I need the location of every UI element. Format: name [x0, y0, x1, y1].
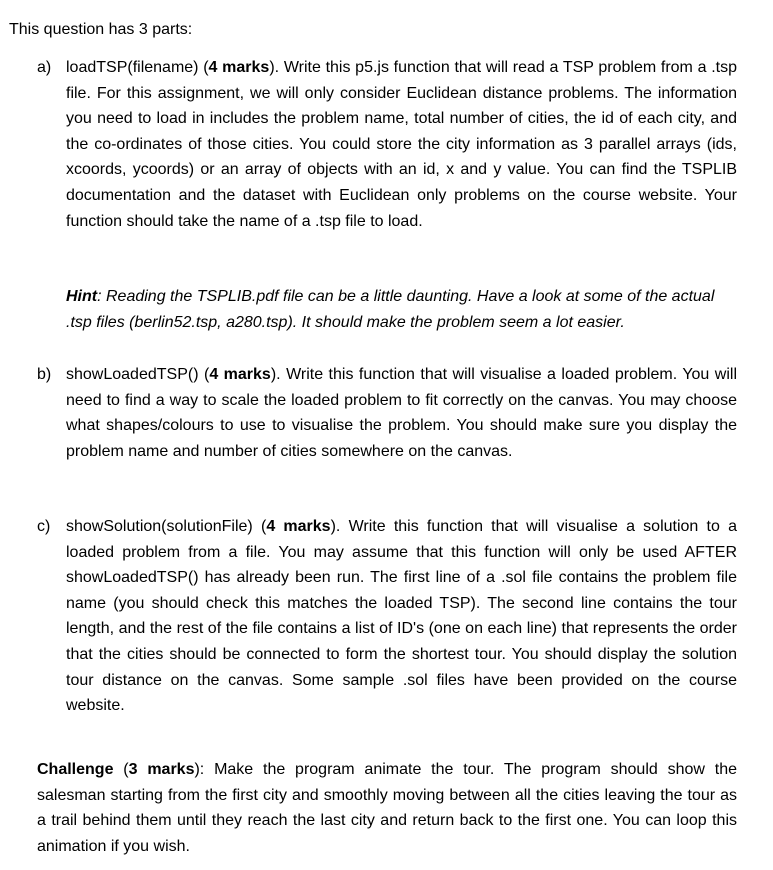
part-a-marks: 4 marks	[208, 59, 270, 76]
part-c-marks: 4 marks	[266, 518, 331, 535]
challenge-marks: 3 marks	[128, 761, 195, 778]
part-c-text: showSolution(solutionFile) (4 marks). Write this function that will visualise a solution to a loaded problem from a file. You may assume that this function will only be used AFTER showLoadedTSP() has already been run. The first line of a .sol file contains the problem file name (you should check this matches the loaded TSP). The second line contains the tour length, and the rest of the file contains a list of ID's (one on each line) that represents the order that the cities should be connected to form the shortest tour. You should display the solution tour distance on the canvas. Some sample .sol files have been provided on the course website.	[66, 518, 737, 715]
part-c-body: Write this function that will visualise a solution to a loaded problem from a file. You may assume that this function will only be used AFTER showLoadedTSP() has already been run. The first line of a .sol file contains the problem file name (you should check this matches the loaded TSP). The second line contains the tour length, and the rest of the file contains a list of ID's (one on each line) that represents the order that the cities should be connected to form the shortest tour. You should display the solution tour distance on the canvas. Some sample .sol files have been provided on the course website.	[66, 518, 737, 715]
part-b-marks: 4 marks	[209, 366, 271, 383]
part-b-body: Write this function that will visualise a loaded problem. You will need to find a way to scale the loaded problem to fit correctly on the canvas. You may choose what shapes/colours to use to visualise the problem. You should make sure you display the problem name and number of cities somewhere on the canvas.	[66, 366, 738, 460]
challenge-label: Challenge	[37, 761, 114, 778]
part-b-title: showLoadedTSP()	[66, 366, 199, 383]
part-a-title: loadTSP(filename)	[66, 59, 199, 76]
part-a-text: loadTSP(filename) (4 marks). Write this p5.js function that will read a TSP problem from a .tsp file. For this assignment, we will only consider Euclidean distance problems. The information you need to load in includes the problem name, total number of cities, the id of each city, and the co-ordinates of those cities. You could store the city information as 3 parallel arrays (ids, xcoords, ycoords) or an array of objects with an id, x and y value. You can find the TSPLIB documentation and the dataset with Euclidean only problems on the course website. Your function should take the name of a .tsp file to load.	[66, 59, 738, 230]
part-c-title: showSolution(solutionFile)	[66, 518, 253, 535]
part-a-body: Write this p5.js function that will read a TSP problem from a .tsp file. For this assignment, we will only consider Euclidean distance problems. The information you need to load in includes the problem name, total number of cities, the id of each city, and the co-ordinates of those cities. You could store the city information as 3 parallel arrays (ids, xcoords, ycoords) or an array of objects with an id, x and y value. You can find the TSPLIB documentation and the dataset with Euclidean only problems on the course website. Your function should take the name of a .tsp file to load.	[66, 59, 738, 230]
part-b-marker: b)	[37, 366, 52, 383]
question-intro: This question has 3 parts:	[9, 21, 193, 38]
hint-label: Hint	[66, 288, 98, 305]
challenge-paragraph: Challenge (3 marks): Make the program animate the tour. The program should show the salesman starting from the first city and smoothly moving between all the cities leaving the tour as a trail behind them until they reach the last city and return back to the first one. You can loop this animation if you wish.	[37, 761, 738, 855]
challenge-text: Make the program animate the tour. The program should show the salesman starting from the first city and smoothly moving between all the cities leaving the tour as a trail behind them until they reach the last city and return back to the first one. You can loop this animation if you wish.	[37, 761, 738, 855]
hint-text: : Reading the TSPLIB.pdf file can be a little daunting. Have a look at some of the actual .tsp files (berlin52.tsp, a280.tsp). It should make the problem seem a lot easier.	[66, 288, 715, 331]
part-c-marker: c)	[37, 518, 51, 535]
hint-paragraph	[66, 284, 737, 335]
part-a-marker: a)	[37, 59, 52, 76]
part-b-text: showLoadedTSP() (4 marks). Write this function that will visualise a loaded problem. You will need to find a way to scale the loaded problem to fit correctly on the canvas. You may choose what shapes/colours to use to visualise the problem. You should make sure you display the problem name and number of cities somewhere on the canvas.	[66, 366, 738, 460]
